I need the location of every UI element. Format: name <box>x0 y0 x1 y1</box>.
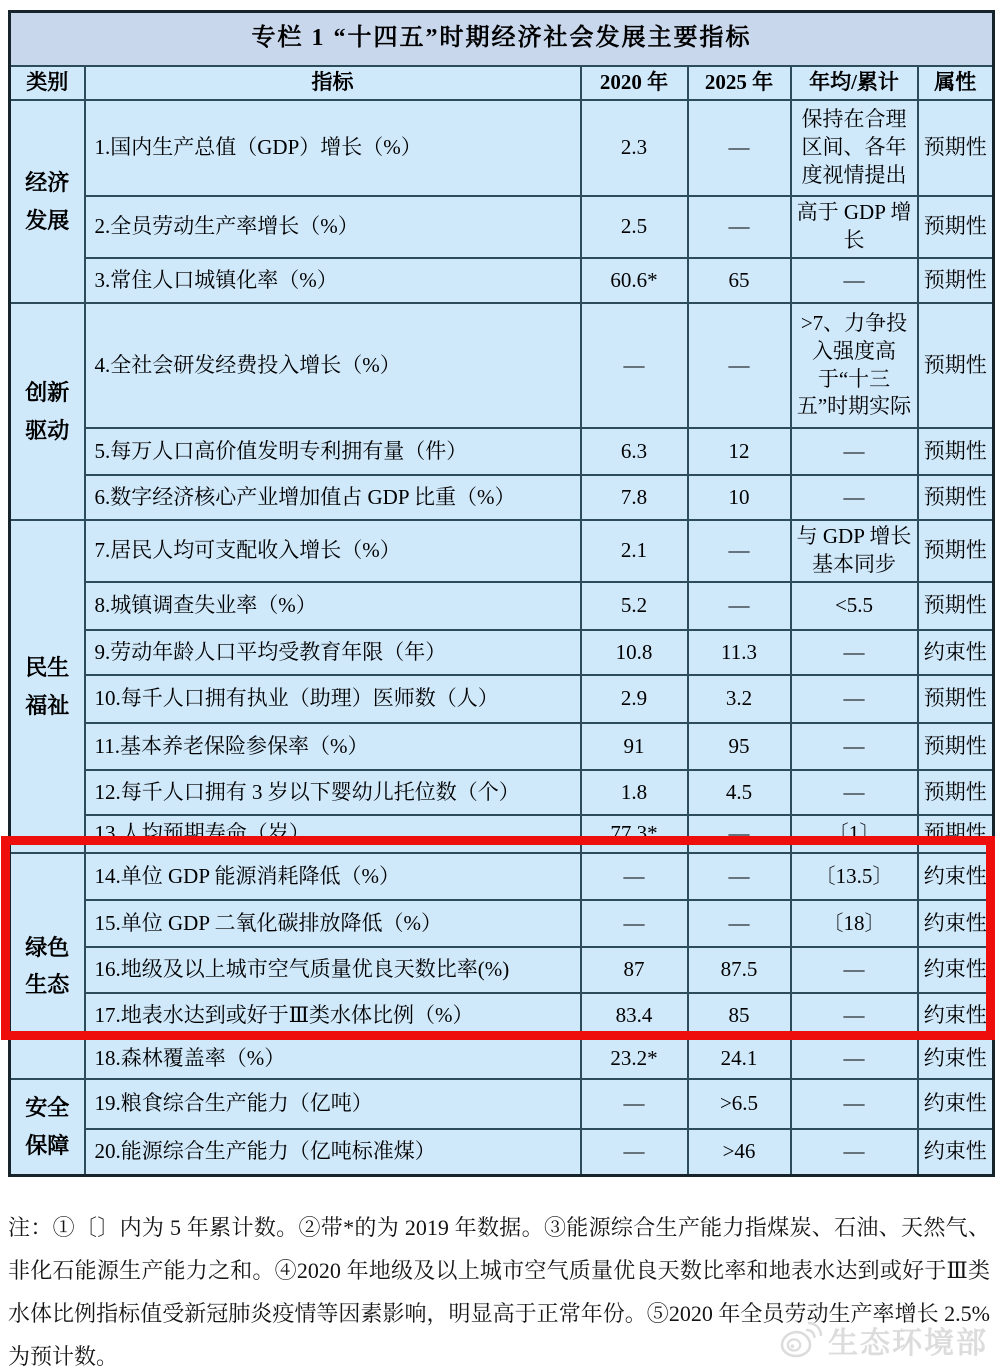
table-row <box>10 815 994 853</box>
table-row <box>10 258 994 303</box>
indicator-cell: 9.劳动年龄人口平均受教育年限（年） <box>85 630 581 675</box>
table-row <box>10 900 994 947</box>
annual-cell: — <box>791 630 918 675</box>
table-row <box>10 1079 994 1129</box>
value-2025-cell: 85 <box>688 993 791 1039</box>
annual-cell: — <box>791 723 918 770</box>
indicator-cell: 16.地级及以上城市空气质量优良天数比率(%) <box>85 947 581 993</box>
attribute-cell: 预期性 <box>918 520 994 582</box>
value-2025-cell: 87.5 <box>688 947 791 993</box>
indicator-cell: 13.人均预期寿命（岁） <box>85 815 581 853</box>
attribute-cell: 预期性 <box>918 475 994 520</box>
indicator-cell: 5.每万人口高价值发明专利拥有量（件） <box>85 428 581 475</box>
attribute-cell: 预期性 <box>918 303 994 428</box>
table-row <box>10 428 994 475</box>
value-2020-cell: 1.8 <box>581 770 688 815</box>
col-header-category: 类别 <box>10 66 85 100</box>
annual-cell: 高于 GDP 增长 <box>791 196 918 258</box>
col-header-2020: 2020 年 <box>581 66 688 100</box>
annual-cell: 〔18〕 <box>791 900 918 947</box>
indicator-cell: 7.居民人均可支配收入增长（%） <box>85 520 581 582</box>
annual-cell: — <box>791 1129 918 1175</box>
value-2020-cell: 7.8 <box>581 475 688 520</box>
indicator-cell: 3.常住人口城镇化率（%） <box>85 258 581 303</box>
value-2020-cell: 2.3 <box>581 100 688 196</box>
attribute-cell: 预期性 <box>918 770 994 815</box>
attribute-cell: 约束性 <box>918 900 994 947</box>
attribute-cell: 预期性 <box>918 258 994 303</box>
annual-cell: — <box>791 1079 918 1129</box>
indicator-cell: 1.国内生产总值（GDP）增长（%） <box>85 100 581 196</box>
annual-cell: — <box>791 475 918 520</box>
value-2020-cell: 77.3* <box>581 815 688 853</box>
value-2020-cell: — <box>581 853 688 900</box>
table-row <box>10 630 994 675</box>
category-cell: 绿色生态 <box>10 853 85 1079</box>
indicator-cell: 17.地表水达到或好于Ⅲ类水体比例（%） <box>85 993 581 1039</box>
value-2025-cell: — <box>688 303 791 428</box>
watermark-text: 生态环境部 <box>828 1327 988 1360</box>
category-cell: 经济发展 <box>10 100 85 303</box>
value-2025-cell: — <box>688 853 791 900</box>
attribute-cell: 约束性 <box>918 1039 994 1079</box>
value-2020-cell: — <box>581 303 688 428</box>
value-2020-cell: 10.8 <box>581 630 688 675</box>
value-2025-cell: 24.1 <box>688 1039 791 1079</box>
table-title-row <box>10 12 994 67</box>
table-row <box>10 475 994 520</box>
indicator-cell: 2.全员劳动生产率增长（%） <box>85 196 581 258</box>
watermark <box>779 1318 988 1362</box>
table-row <box>10 303 994 428</box>
annual-cell: — <box>791 675 918 723</box>
table-row <box>10 675 994 723</box>
category-cell: 安全保障 <box>10 1079 85 1175</box>
value-2020-cell: 6.3 <box>581 428 688 475</box>
value-2025-cell: — <box>688 100 791 196</box>
attribute-cell: 预期性 <box>918 100 994 196</box>
annual-cell: — <box>791 1039 918 1079</box>
value-2020-cell: — <box>581 1079 688 1129</box>
value-2025-cell: — <box>688 520 791 582</box>
annual-cell: — <box>791 428 918 475</box>
annual-cell: — <box>791 258 918 303</box>
value-2020-cell: 83.4 <box>581 993 688 1039</box>
attribute-cell: 约束性 <box>918 1129 994 1175</box>
indicator-cell: 15.单位 GDP 二氧化碳排放降低（%） <box>85 900 581 947</box>
annual-cell: 〔1〕 <box>791 815 918 853</box>
table-row <box>10 100 994 196</box>
value-2025-cell: 4.5 <box>688 770 791 815</box>
value-2025-cell: 11.3 <box>688 630 791 675</box>
indicator-cell: 11.基本养老保险参保率（%） <box>85 723 581 770</box>
category-cell: 创新驱动 <box>10 303 85 520</box>
table-row <box>10 853 994 900</box>
annual-cell: >7、力争投入强度高于“十三五”时期实际 <box>791 303 918 428</box>
attribute-cell: 预期性 <box>918 582 994 630</box>
indicator-cell: 6.数字经济核心产业增加值占 GDP 比重（%） <box>85 475 581 520</box>
indicator-cell: 20.能源综合生产能力（亿吨标准煤） <box>85 1129 581 1175</box>
value-2020-cell: 23.2* <box>581 1039 688 1079</box>
attribute-cell: 约束性 <box>918 1079 994 1129</box>
value-2020-cell: 2.1 <box>581 520 688 582</box>
table-row <box>10 947 994 993</box>
indicators-table <box>8 10 995 1177</box>
table-row <box>10 582 994 630</box>
annual-cell: 与 GDP 增长基本同步 <box>791 520 918 582</box>
value-2025-cell: >46 <box>688 1129 791 1175</box>
annual-cell: 〔13.5〕 <box>791 853 918 900</box>
col-header-attribute: 属性 <box>918 66 994 100</box>
footnote: 注：①〔〕内为 5 年累计数。②带*的为 2019 年数据。③能源综合生产能力指煤炭、石油、天然气、非化石能源生产能力之和。④2020 年地级及以上城市空气质量优良天数比率和地表水达到或好于Ⅲ类水体比例指标值受新冠肺炎疫情等因素影响，明显高于正常年份。⑤2020 年全员劳动生产率增长 2.5%为预计数。 <box>8 1215 990 1369</box>
indicator-cell: 12.每千人口拥有 3 岁以下婴幼儿托位数（个） <box>85 770 581 815</box>
value-2020-cell: — <box>581 1129 688 1175</box>
indicator-cell: 14.单位 GDP 能源消耗降低（%） <box>85 853 581 900</box>
table-row <box>10 770 994 815</box>
indicator-cell: 8.城镇调查失业率（%） <box>85 582 581 630</box>
annual-cell: 保持在合理区间、各年度视情提出 <box>791 100 918 196</box>
value-2025-cell: 10 <box>688 475 791 520</box>
table-row <box>10 723 994 770</box>
attribute-cell: 约束性 <box>918 630 994 675</box>
category-cell: 民生福祉 <box>10 520 85 853</box>
attribute-cell: 约束性 <box>918 993 994 1039</box>
indicator-cell: 19.粮食综合生产能力（亿吨） <box>85 1079 581 1129</box>
attribute-cell: 预期性 <box>918 723 994 770</box>
value-2025-cell: — <box>688 815 791 853</box>
col-header-2025: 2025 年 <box>688 66 791 100</box>
annual-cell: <5.5 <box>791 582 918 630</box>
value-2025-cell: — <box>688 582 791 630</box>
value-2025-cell: 95 <box>688 723 791 770</box>
value-2020-cell: 2.5 <box>581 196 688 258</box>
indicator-cell: 18.森林覆盖率（%） <box>85 1039 581 1079</box>
value-2025-cell: — <box>688 900 791 947</box>
annual-cell: — <box>791 947 918 993</box>
weibo-icon <box>779 1320 823 1360</box>
value-2020-cell: 91 <box>581 723 688 770</box>
value-2025-cell: — <box>688 196 791 258</box>
table-row <box>10 1039 994 1079</box>
table-title: 专栏 1 “十四五”时期经济社会发展主要指标 <box>10 12 994 67</box>
attribute-cell: 预期性 <box>918 196 994 258</box>
value-2020-cell: 60.6* <box>581 258 688 303</box>
value-2025-cell: >6.5 <box>688 1079 791 1129</box>
table-row <box>10 1129 994 1175</box>
indicator-cell: 4.全社会研发经费投入增长（%） <box>85 303 581 428</box>
attribute-cell: 预期性 <box>918 815 994 853</box>
value-2020-cell: 5.2 <box>581 582 688 630</box>
value-2020-cell: 87 <box>581 947 688 993</box>
attribute-cell: 预期性 <box>918 675 994 723</box>
table-header-row <box>10 66 994 100</box>
col-header-annual: 年均/累计 <box>791 66 918 100</box>
attribute-cell: 预期性 <box>918 428 994 475</box>
value-2025-cell: 3.2 <box>688 675 791 723</box>
value-2020-cell: 2.9 <box>581 675 688 723</box>
value-2025-cell: 65 <box>688 258 791 303</box>
value-2025-cell: 12 <box>688 428 791 475</box>
annual-cell: — <box>791 993 918 1039</box>
annual-cell: — <box>791 770 918 815</box>
value-2020-cell: — <box>581 900 688 947</box>
table-row <box>10 520 994 582</box>
table-row <box>10 993 994 1039</box>
attribute-cell: 约束性 <box>918 947 994 993</box>
col-header-indicator: 指标 <box>85 66 581 100</box>
indicator-cell: 10.每千人口拥有执业（助理）医师数（人） <box>85 675 581 723</box>
attribute-cell: 约束性 <box>918 853 994 900</box>
table-row <box>10 196 994 258</box>
